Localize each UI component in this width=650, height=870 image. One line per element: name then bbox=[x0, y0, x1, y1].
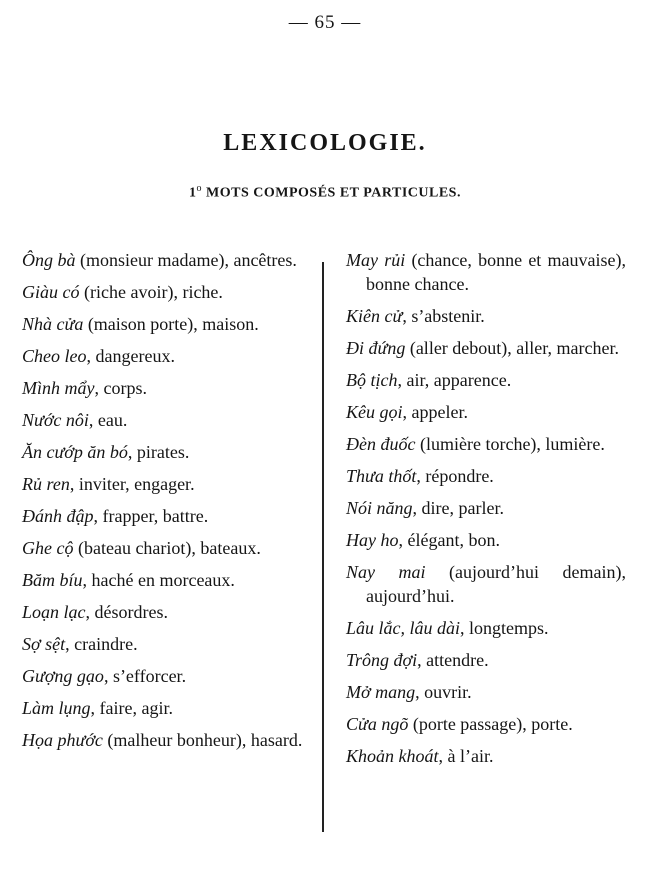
entry-term: Kêu gọi bbox=[346, 402, 403, 422]
entry-term: Kiên cử bbox=[346, 306, 403, 326]
lexicon-entry bbox=[22, 664, 306, 688]
entry-definition: , appeler. bbox=[402, 402, 468, 422]
right-column bbox=[346, 248, 626, 776]
lexicon-entry bbox=[346, 528, 626, 552]
lexicon-entry bbox=[346, 400, 626, 424]
entry-term: Nay mai bbox=[346, 562, 426, 582]
lexicon-entry bbox=[346, 464, 626, 488]
lexicon-entry bbox=[346, 248, 626, 296]
entry-term: Giàu có bbox=[22, 282, 80, 302]
entry-definition: (malheur bonheur), hasard. bbox=[102, 730, 303, 750]
entry-term: Nước nôi bbox=[22, 410, 89, 430]
entry-term: Băm bíu bbox=[22, 570, 83, 590]
entry-definition: , s’efforcer. bbox=[103, 666, 187, 686]
lexicon-entry bbox=[346, 712, 626, 736]
lexicon-entry bbox=[22, 632, 306, 656]
entry-term: Trông đợi bbox=[346, 650, 418, 670]
subtitle-text: MOTS COMPOSÉS ET PARTICULES. bbox=[206, 185, 461, 201]
lexicon-entry bbox=[22, 344, 306, 368]
column-divider bbox=[322, 262, 324, 832]
entry-term: May rủi bbox=[346, 250, 406, 270]
entry-definition: , désordres. bbox=[85, 602, 168, 622]
entry-term: Sợ sệt bbox=[22, 634, 66, 654]
lexicon-entry bbox=[346, 432, 626, 456]
entry-term: Bộ tịch bbox=[346, 370, 398, 390]
lexicon-entry bbox=[22, 568, 306, 592]
lexicon-entry bbox=[22, 408, 306, 432]
entry-term: Làm lụng bbox=[22, 698, 91, 718]
entry-definition: (riche avoir), riche. bbox=[79, 282, 223, 302]
entry-term: Khoản khoát bbox=[346, 746, 439, 766]
entry-term: Thưa thốt bbox=[346, 466, 417, 486]
entry-term: Cheo leo bbox=[22, 346, 87, 366]
entry-term: Ăn cướp ăn bó bbox=[22, 442, 128, 462]
entry-definition: , corps. bbox=[94, 378, 147, 398]
entry-definition: (maison porte), maison. bbox=[83, 314, 259, 334]
entry-term: Mở mang bbox=[346, 682, 416, 702]
lexicon-entry bbox=[22, 600, 306, 624]
lexicon-entry bbox=[346, 304, 626, 328]
entry-definition: , haché en morceaux. bbox=[82, 570, 235, 590]
lexicon-entry bbox=[346, 680, 626, 704]
entry-term: Đi đứng bbox=[346, 338, 406, 358]
entry-definition: , pirates. bbox=[127, 442, 190, 462]
lexicon-entry bbox=[22, 536, 306, 560]
left-column bbox=[22, 248, 306, 760]
entry-definition: (monsieur madame), ancêtres. bbox=[75, 250, 297, 270]
entry-term: Gượng gạo bbox=[22, 666, 104, 686]
entry-term: Nói năng bbox=[346, 498, 413, 518]
lexicon-entry bbox=[22, 248, 306, 272]
lexicon-entry bbox=[346, 336, 626, 360]
entry-definition: , eau. bbox=[88, 410, 128, 430]
entry-term: Nhà cửa bbox=[22, 314, 84, 334]
subtitle-number: 1 bbox=[189, 185, 197, 201]
entry-definition: (aujourd’hui demain), aujourd’hui. bbox=[366, 562, 626, 606]
entry-definition: , ouvrir. bbox=[415, 682, 472, 702]
lexicon-entry bbox=[346, 496, 626, 520]
lexicon-entry bbox=[22, 440, 306, 464]
lexicon-entry bbox=[22, 472, 306, 496]
entry-definition: , air, apparence. bbox=[397, 370, 512, 390]
section-subtitle bbox=[0, 183, 650, 202]
entry-term: Ghe cộ bbox=[22, 538, 74, 558]
entry-definition: , craindre. bbox=[65, 634, 138, 654]
entry-definition: , élégant, bon. bbox=[398, 530, 500, 550]
lexicon-entry bbox=[22, 376, 306, 400]
lexicon-entry bbox=[346, 744, 626, 768]
entry-term: Đèn đuốc bbox=[346, 434, 416, 454]
lexicon-entry bbox=[22, 728, 306, 752]
lexicon-entry bbox=[346, 368, 626, 392]
entry-definition: (bateau chariot), bateaux. bbox=[73, 538, 261, 558]
entry-definition: , dangereux. bbox=[86, 346, 175, 366]
entry-definition: , inviter, engager. bbox=[69, 474, 195, 494]
entry-definition: , attendre. bbox=[417, 650, 489, 670]
lexicon-entry bbox=[22, 696, 306, 720]
entry-definition: , à l’air. bbox=[438, 746, 494, 766]
entry-term: Đánh đập bbox=[22, 506, 94, 526]
entry-term: Rủ ren bbox=[22, 474, 70, 494]
lexicon-entry bbox=[346, 616, 626, 640]
lexicon-entry bbox=[346, 560, 626, 608]
entry-definition: , frapper, battre. bbox=[93, 506, 209, 526]
entry-term: Hay ho bbox=[346, 530, 399, 550]
entry-definition: (aller debout), aller, marcher. bbox=[405, 338, 619, 358]
entry-term: Họa phước bbox=[22, 730, 103, 750]
entry-term: Ông bà bbox=[22, 250, 76, 270]
entry-definition: , dire, parler. bbox=[412, 498, 504, 518]
entry-term: Mình mẩy bbox=[22, 378, 95, 398]
entry-definition: , s’abstenir. bbox=[402, 306, 485, 326]
section-title: LEXICOLOGIE. bbox=[223, 130, 427, 156]
entry-definition: (lumière torche), lumière. bbox=[415, 434, 605, 454]
entry-term: Loạn lạc bbox=[22, 602, 86, 622]
entry-definition: (porte passage), porte. bbox=[408, 714, 573, 734]
entry-definition: , répondre. bbox=[416, 466, 494, 486]
lexicon-entry bbox=[22, 312, 306, 336]
entry-definition: (chance, bonne et mauvaise), bonne chance. bbox=[366, 250, 626, 294]
entry-term: Lâu lắc, lâu dài bbox=[346, 618, 461, 638]
lexicon-entry bbox=[346, 648, 626, 672]
lexicon-entry bbox=[22, 280, 306, 304]
entry-definition: , faire, agir. bbox=[90, 698, 173, 718]
lexicon-entry bbox=[22, 504, 306, 528]
entry-definition: , longtemps. bbox=[460, 618, 549, 638]
page-number: — 65 — bbox=[288, 12, 362, 33]
entry-term: Cửa ngõ bbox=[346, 714, 409, 734]
subtitle-superscript: o bbox=[196, 183, 203, 194]
